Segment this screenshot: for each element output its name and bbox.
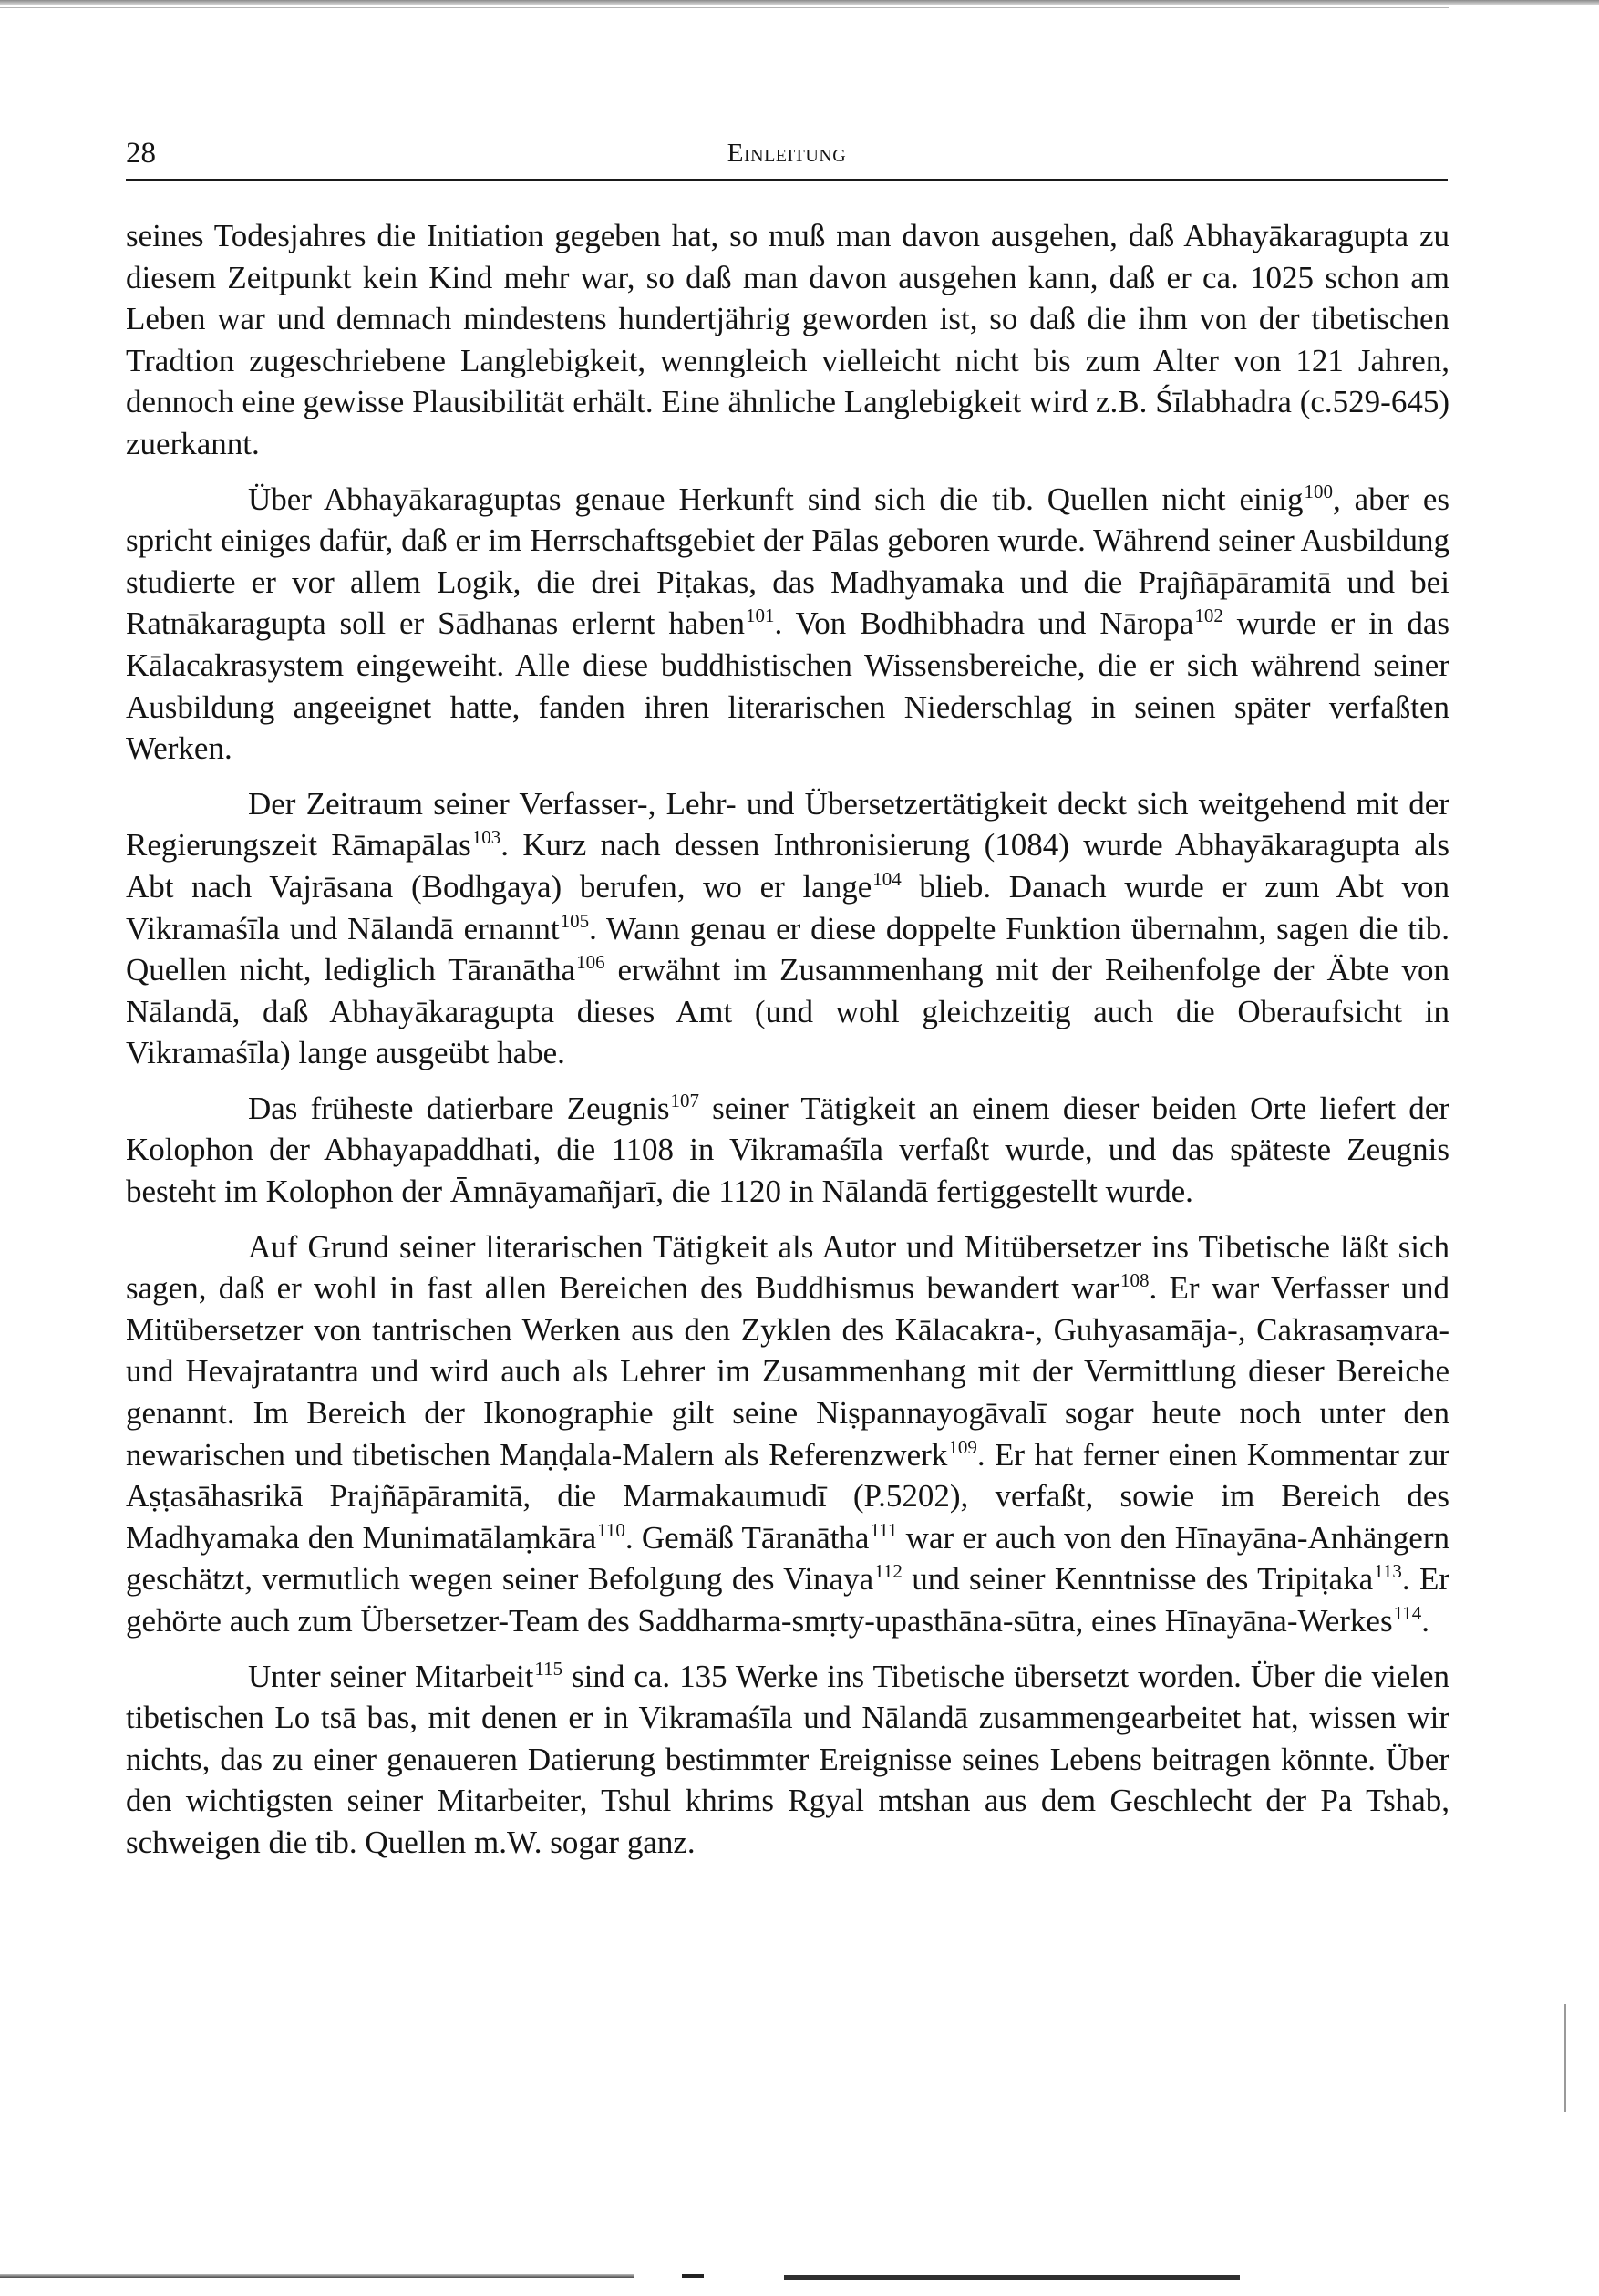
text-run: Über Abhayākaraguptas genaue Herkunft sind sich die tib. Quellen nicht einig [248, 481, 1304, 517]
running-head: Einleitung [727, 139, 847, 168]
footnote-ref: 107 [670, 1089, 699, 1112]
footnote-ref: 114 [1393, 1602, 1422, 1624]
text-run: blieb. Danach wurde er zum Abt von Vikramaśīla und Nālandā ernannt [126, 868, 1449, 946]
paragraph [126, 783, 1449, 1074]
text-run: seiner Tätigkeit an einem dieser beiden Orte liefert der Kolophon der Abhayapaddhati, die 1108 in Vikramaśīla verfaßt wurde, und das späteste Zeugnis besteht im Kolophon der Āmnāyamañjarī, die 1120 in Nālandā fertiggestellt wurde. [126, 1090, 1449, 1210]
body-text [126, 215, 1449, 1877]
scan-mark-bottom [682, 2274, 704, 2278]
text-run: . Kurz nach dessen Inthronisierung (1084) wurde Abhayākaragupta als Abt nach Vajrāsana (Bodhgaya) berufen, wo er lange [126, 827, 1450, 905]
scan-artifact-right [1564, 2004, 1566, 2112]
footnote-ref: 115 [534, 1657, 563, 1680]
paragraph [126, 1656, 1449, 1864]
paragraph [126, 479, 1449, 770]
text-run: . Er hat ferner einen Kommentar zur Aṣṭasāhasrikā Prajñāpāramitā, die Marmakaumudī (P.5202), verfaßt, sowie im Bereich des Madhyamaka den Munimatālaṃkāra [126, 1436, 1449, 1556]
text-run: war er auch von den Hīnayāna-Anhängern geschätzt, vermutlich wegen seiner Befolgung des Vinaya [126, 1519, 1449, 1598]
text-run: seines Todesjahres die Initiation gegeben hat, so muß man davon ausgehen, daß Abhayākaragupta zu diesem Zeitpunkt kein Kind mehr war, so daß man davon ausgehen kann, daß er ca. 1025 schon am Leben war und demnach mindestens hundertjährig geworden ist, so daß die ihm von der tibetischen Tradtion zugeschriebene Langlebigkeit, wenngleich vielleicht nicht bis zum Alter von 121 Jahren, dennoch eine gewisse Plausibilität erhält. Eine ähnliche Langlebigkeit wird z.B. Śīlabhadra (c.529-645) zuerkannt. [126, 218, 1449, 461]
footnote-ref: 111 [870, 1518, 898, 1541]
text-run: Das früheste datierbare Zeugnis [248, 1090, 670, 1126]
text-run: und seiner Kenntnisse des Tripiṭaka [902, 1561, 1374, 1598]
scan-edge-bottom [0, 2274, 634, 2278]
text-run: . Von Bodhibhadra und Nāropa [774, 605, 1194, 642]
footnote-ref: 103 [471, 826, 501, 849]
footnote-ref: 112 [874, 1560, 903, 1583]
footnote-ref: 106 [576, 951, 605, 974]
page-number: 28 [126, 137, 156, 170]
text-run: Der Zeitraum seiner Verfasser-, Lehr- und Übersetzertätigkeit deckt sich weitgehend mit der Regierungszeit Rāmapālas [126, 785, 1449, 864]
page-header [126, 135, 1448, 181]
text-run: wurde er in das Kālacakrasystem eingeweiht. Alle diese buddhistischen Wissensbereiche, die er sich während seiner Ausbildung angeeignet hatte, fanden ihren literarischen Niederschlag in seinen später verfaßten Werken. [126, 605, 1449, 767]
text-run: . Er war Verfasser und Mitübersetzer von tantrischen Werken aus den Zyklen des Kālacakra-, Guhyasamāja-, Cakrasaṃvara- und Hevajratantra und wird auch als Lehrer im Zusammenhang mit der Vermittlung dieser Bereiche genannt. Im Bereich der Ikonographie gilt seine Niṣpannayogāvalī sogar heute noch unter den newarischen und tibetischen Maṇḍala-Malern als Referenzwerk [126, 1270, 1449, 1473]
text-run: . Wann genau er diese doppelte Funktion übernahm, sagen die tib. Quellen nicht, lediglich Tāranātha [126, 910, 1449, 988]
text-run: Auf Grund seiner literarischen Tätigkeit als Autor und Mitübersetzer ins Tibetische läßt sich sagen, daß er wohl in fast allen Bereichen des Buddhismus bewandert war [126, 1228, 1449, 1307]
footnote-ref: 108 [1119, 1269, 1150, 1292]
scan-line-top [0, 7, 1449, 8]
text-run: Unter seiner Mitarbeit [248, 1658, 534, 1694]
footnote-ref: 110 [597, 1518, 625, 1541]
text-run: . Er gehörte auch zum Übersetzer-Team des Saddharma-smṛty-upasthāna-sūtra, eines Hīnayāna-Werkes [126, 1561, 1449, 1639]
paragraph [126, 1088, 1449, 1213]
text-run: . Gemäß Tāranātha [624, 1519, 870, 1556]
footnote-ref: 102 [1194, 605, 1223, 627]
footnote-ref: 109 [948, 1435, 977, 1458]
scan-bar-bottom [784, 2275, 1240, 2280]
text-run: erwähnt im Zusammenhang mit der Reihenfolge der Äbte von Nālandā, daß Abhayākaragupta dieses Amt (und wohl gleichzeitig auch die Oberaufsicht in Vikramaśīla) lange ausgeübt habe. [126, 952, 1449, 1071]
footnote-ref: 101 [746, 605, 775, 627]
footnote-ref: 113 [1374, 1560, 1402, 1583]
text-run: sind ca. 135 Werke ins Tibetische übersetzt worden. Über die vielen tibetischen Lo tsā bas, mit denen er in Vikramaśīla und Nālandā zusammengearbeitet hat, wissen wir nichts, das zu einer genaueren Datierung bestimmter Ereignisse seines Lebens beitragen könnte. Über den wichtigsten seiner Mitarbeiter, Tshul khrims Rgyal mtshan aus dem Geschlecht der Pa Tshab, schweigen die tib. Quellen m.W. sogar ganz. [126, 1658, 1449, 1860]
footnote-ref: 100 [1304, 480, 1333, 502]
scan-edge-top [0, 0, 1599, 5]
paragraph [126, 1226, 1449, 1642]
text-run: . [1421, 1603, 1430, 1639]
paragraph [126, 215, 1449, 465]
text-run: , aber es spricht einiges dafür, daß er im Herrschaftsgebiet der Pālas geboren wurde. Während seiner Ausbildung studierte er vor allem Logik, die drei Piṭakas, das Madhyamaka und die Prajñāpāramitā und bei Ratnākaragupta soll er Sādhanas erlernt haben [126, 481, 1449, 642]
footnote-ref: 104 [872, 867, 902, 890]
footnote-ref: 105 [560, 909, 590, 932]
